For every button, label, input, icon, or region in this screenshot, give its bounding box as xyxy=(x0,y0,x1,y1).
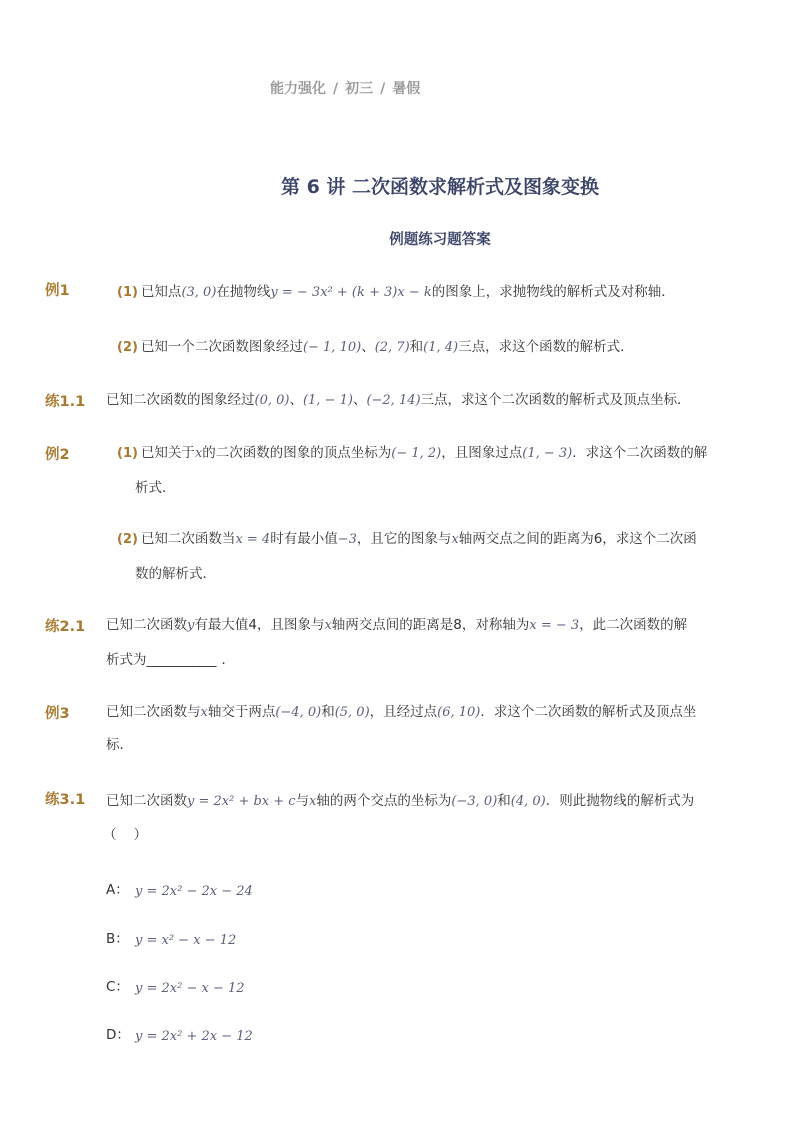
part-number: (2) xyxy=(117,532,138,547)
text-segment: ，此二次函数的解 xyxy=(579,617,688,633)
text-segment: 和 xyxy=(497,793,511,809)
math-expression: (2, 7) xyxy=(374,340,410,355)
problem-label: 例1 xyxy=(45,283,70,299)
part-number: (1) xyxy=(117,285,138,300)
text-segment: ，且图象过点 xyxy=(441,445,523,461)
page-subtitle: 例题练习题答案 xyxy=(389,232,491,248)
math-expression: y xyxy=(187,618,195,633)
text-segment: 三点，求这个函数的解析式． xyxy=(458,339,634,355)
math-expression: x xyxy=(324,618,332,633)
math-expression: x xyxy=(451,532,459,547)
breadcrumb-separator: / xyxy=(380,81,386,97)
problem-part xyxy=(117,524,717,555)
math-expression: y = − 3x² + (k + 3)x − k xyxy=(270,285,432,300)
text-segment: 已知一个二次函数图象经过 xyxy=(140,339,303,355)
text-segment: ．求这个二次函数的解 xyxy=(572,445,708,461)
text-segment: 、 xyxy=(352,392,367,408)
text-segment: 已知关于 xyxy=(140,445,195,461)
option-expression[interactable]: y = x² − x − 12 xyxy=(135,933,237,948)
text-continuation: 标． xyxy=(106,737,133,753)
option-letter: D： xyxy=(106,1027,130,1043)
problem-part xyxy=(117,332,717,363)
math-expression: x = 4 xyxy=(235,532,271,547)
answer-blank: ____________ xyxy=(146,652,216,668)
text-segment: 已知二次函数与 xyxy=(106,704,201,720)
text-segment: 、 xyxy=(289,392,303,408)
text-segment: 已知二次函数当 xyxy=(140,531,236,547)
text-segment: 的图象上，求抛物线的解析式及对称轴． xyxy=(431,284,675,300)
option-letter: C： xyxy=(106,979,129,995)
problem-part xyxy=(117,277,717,308)
math-expression: (−4, 0) xyxy=(275,705,322,720)
breadcrumb-term: 暑假 xyxy=(392,81,421,97)
math-expression: (− 1, 10) xyxy=(302,340,362,355)
text-continuation xyxy=(106,645,235,675)
problem-text xyxy=(106,610,726,641)
page-title: 第 6 讲 二次函数求解析式及图象变换 xyxy=(280,176,600,198)
text-segment: 和 xyxy=(409,339,424,355)
text-continuation: 数的解析式． xyxy=(135,566,216,582)
problem-label: 例3 xyxy=(45,706,70,722)
breadcrumb-level: 能力强化 xyxy=(270,81,326,97)
problem-text xyxy=(106,385,726,416)
text-continuation: 析式． xyxy=(135,480,176,496)
math-expression: (6, 10) xyxy=(437,705,481,720)
math-expression: (4, 0) xyxy=(510,794,546,809)
math-expression: −3 xyxy=(337,532,357,547)
text-segment: 三点，求这个二次函数的解析式及顶点坐标． xyxy=(420,392,691,408)
answer-parentheses: （ ） xyxy=(103,827,148,843)
math-expression: x xyxy=(194,446,203,461)
text-segment: 有最大值4，且图象与 xyxy=(194,617,325,633)
text-segment: ． xyxy=(221,652,235,668)
math-expression: (1, − 1) xyxy=(302,393,353,408)
text-segment: ．求这个二次函数的解析式及顶点坐 xyxy=(480,704,697,720)
text-segment: 、 xyxy=(361,339,375,355)
problem-label: 例2 xyxy=(45,447,70,463)
text-segment: 已知点 xyxy=(140,284,182,300)
problem-text xyxy=(106,697,726,728)
text-segment: 轴两交点间的距离是8，对称轴为 xyxy=(331,617,530,633)
breadcrumb xyxy=(270,78,420,98)
option-expression[interactable]: y = 2x² − x − 12 xyxy=(135,981,245,996)
part-number: (1) xyxy=(117,446,138,461)
problem-part xyxy=(117,438,717,469)
math-expression: (5, 0) xyxy=(334,705,370,720)
option-letter: B： xyxy=(106,931,129,947)
math-expression: (− 1, 2) xyxy=(391,446,442,461)
text-segment: 在抛物线 xyxy=(216,284,271,300)
text-segment: 轴两交点之间的距离为6，求这个二次函 xyxy=(458,531,697,547)
text-segment: 已知二次函数的图象经过 xyxy=(106,392,255,408)
problem-label: 练3.1 xyxy=(45,792,86,808)
math-expression: x xyxy=(200,705,208,720)
text-segment: 轴交于两点 xyxy=(207,704,276,720)
option-expression[interactable]: y = 2x² + 2x − 12 xyxy=(135,1029,253,1044)
text-segment: ，且经过点 xyxy=(369,704,438,720)
math-expression: (3, 0) xyxy=(181,285,217,300)
text-segment: 析式为 xyxy=(106,652,147,668)
math-expression: y = 2x² + bx + c xyxy=(187,794,296,809)
text-segment: 已知二次函数 xyxy=(106,793,187,809)
math-expression: (−3, 0) xyxy=(451,794,498,809)
text-segment: 与 xyxy=(295,793,310,809)
option-expression[interactable]: y = 2x² − 2x − 24 xyxy=(135,884,253,899)
math-expression: (1, − 3) xyxy=(522,446,573,461)
breadcrumb-grade: 初三 xyxy=(345,81,374,97)
math-expression: x xyxy=(309,794,317,809)
part-number: (2) xyxy=(117,340,138,355)
text-segment: 已知二次函数 xyxy=(106,617,187,633)
text-segment: 和 xyxy=(321,704,335,720)
math-expression: x = − 3 xyxy=(529,618,580,633)
text-segment: ，且它的图象与 xyxy=(356,531,452,547)
text-segment: ．则此抛物线的解析式为 xyxy=(545,793,695,809)
problem-text xyxy=(106,786,726,817)
breadcrumb-separator: / xyxy=(333,81,339,97)
math-expression: (−2, 14) xyxy=(366,393,421,408)
text-segment: 时有最小值 xyxy=(270,531,338,547)
math-expression: (1, 4) xyxy=(423,340,459,355)
option-letter: A： xyxy=(106,882,129,898)
text-segment: 轴的两个交点的坐标为 xyxy=(316,793,452,809)
problem-label: 练1.1 xyxy=(45,394,86,410)
text-segment: 的二次函数的图象的顶点坐标为 xyxy=(202,445,392,461)
problem-label: 练2.1 xyxy=(45,619,86,635)
math-expression: (0, 0) xyxy=(254,393,290,408)
